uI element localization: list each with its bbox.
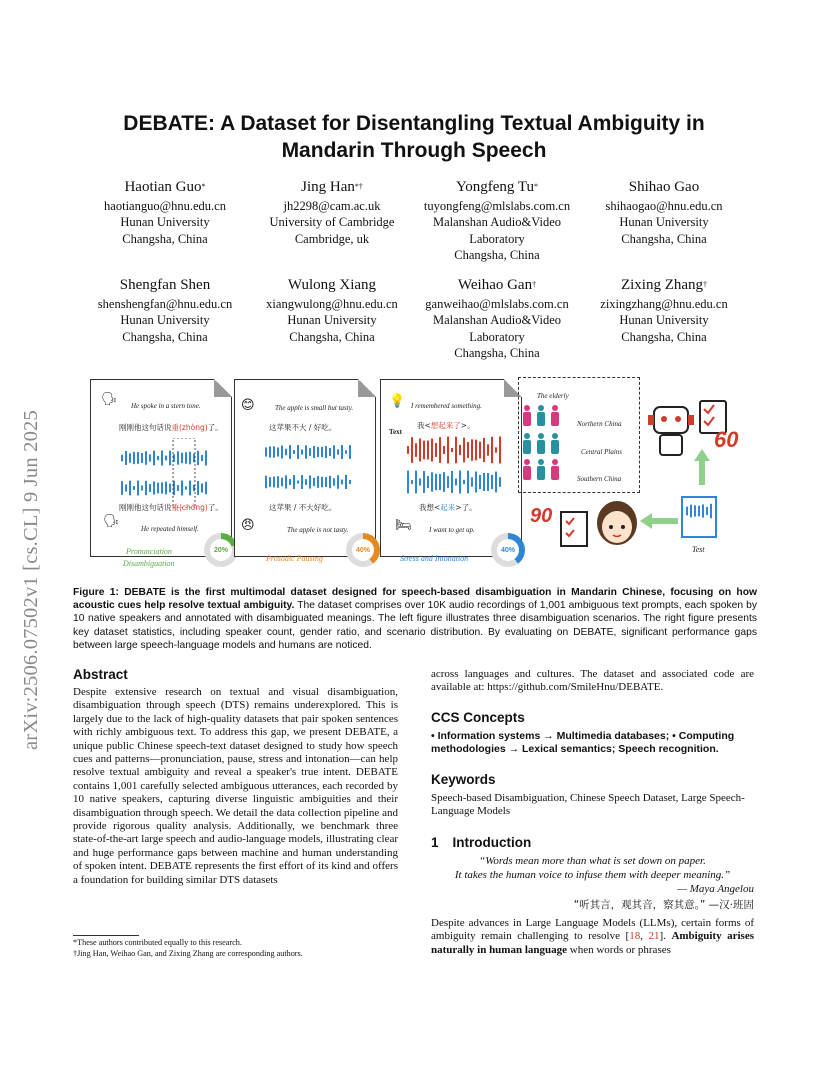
abstract-heading: Abstract	[73, 667, 128, 682]
region-label: Northern China	[577, 420, 622, 428]
author-block	[579, 178, 749, 247]
waveform-bar	[149, 454, 151, 461]
test-label: Test	[692, 545, 705, 554]
waveform-bar	[201, 455, 203, 461]
waveform-bar	[321, 477, 323, 488]
panel-caption-bottom: He repeated himself.	[141, 525, 199, 533]
waveform-bar	[125, 484, 127, 491]
author-block	[80, 178, 250, 247]
waveform-bar	[698, 506, 700, 517]
panel-zh-top: 刚刚他这句话说重(zhòng)了。	[119, 423, 223, 432]
waveform-bar	[133, 486, 135, 490]
author-name: Yongfeng Tu*	[455, 179, 539, 195]
figure-1	[86, 375, 750, 575]
waveform-bar	[153, 481, 155, 494]
waveform-bar	[289, 445, 291, 459]
person-body	[523, 440, 531, 454]
person-head	[538, 433, 544, 439]
waveform-bar	[431, 472, 433, 491]
author-block	[80, 276, 250, 345]
waveform-bar	[141, 485, 143, 490]
author-block	[579, 276, 749, 345]
panel-caption-top: The apple is small but tasty.	[275, 404, 354, 412]
waveform-bar	[285, 475, 287, 488]
author-affiliation-2: Laboratory	[469, 329, 525, 344]
waveform-bar	[694, 505, 696, 516]
waveform-bar	[169, 484, 171, 493]
waveform-bar	[341, 480, 343, 485]
author-name: Jing Han*†	[301, 179, 363, 195]
author-affiliation: Hunan University	[287, 313, 377, 328]
waveform-pair	[117, 438, 217, 508]
waveform-bar	[313, 446, 315, 458]
epigraph-author: — Maya Angelou	[677, 883, 754, 895]
author-location: Changsha, China	[621, 231, 707, 246]
donut-percent: 20%	[210, 539, 232, 561]
waveform-bar	[153, 451, 155, 466]
ccs-heading: CCS Concepts	[431, 710, 525, 725]
waveform-bar	[165, 456, 167, 461]
author-location: Changsha, China	[454, 247, 540, 262]
waveform-bar	[451, 448, 453, 452]
waveform-bar	[305, 479, 307, 485]
lightbulb-icon: 💡	[389, 394, 406, 409]
waveform-bar	[157, 483, 159, 494]
waveform-bar	[471, 439, 473, 460]
waveform-bar	[427, 441, 429, 460]
waveform-bar	[483, 473, 485, 491]
waveform-bar	[443, 472, 445, 492]
robot-score: 60	[714, 427, 739, 452]
panel-caption-bottom: The apple is not tasty.	[287, 526, 349, 534]
donut-pronunciation	[204, 533, 238, 567]
waveform-bar	[301, 449, 303, 454]
left-arrow-icon	[638, 513, 680, 529]
human-score: 90	[530, 505, 553, 527]
waveform-bar	[293, 475, 295, 489]
waveform-bar	[289, 479, 291, 485]
panel-prosodic-pausing	[234, 379, 376, 557]
title-line-1: DEBATE: A Dataset for Disentangling Textual Ambiguity in	[123, 112, 705, 135]
panel-pronunciation	[90, 379, 232, 557]
waveform-bar	[181, 453, 183, 463]
waveform-bar	[325, 477, 327, 487]
author-name: Shengfan Shen	[119, 277, 211, 293]
waveform-bar	[181, 481, 183, 496]
panel-zh-top: 这苹果不大 / 好吃。	[269, 423, 337, 432]
person-head	[552, 405, 558, 411]
author-email: zixingzhang@hnu.edu.cn	[600, 297, 728, 311]
waveform-bar	[710, 504, 712, 518]
author-block	[247, 276, 417, 345]
waveform-bar	[702, 504, 704, 517]
waveform-bar	[177, 485, 179, 491]
waveform-bar	[455, 437, 457, 464]
waveform-bar	[407, 446, 409, 454]
waveform-bar	[273, 446, 275, 457]
author-name: Zixing Zhang†	[620, 277, 708, 293]
author-affiliation: Hunan University	[619, 215, 709, 230]
epigraph-line-2: It takes the human voice to infuse them with deeper meaning.”	[454, 869, 731, 881]
waveform-bar	[281, 478, 283, 487]
caption-body: The dataset comprises over 10K audio recordings of 1,001 ambiguous text prompts, each spoken by 10 native speakers and annotated with disambiguated meanings. The left figure illustrates three disambiguation scenarios. The right figure presents key dataset statistics, including speaker count, gender ratio, and scenario distribution. By evaluating on DEBATE, significant performance gaps between large speech-language models and humans are noticed.	[73, 600, 757, 651]
waveform-bar	[265, 476, 267, 488]
waveform-bar	[297, 480, 299, 483]
author-block	[412, 276, 582, 361]
waveform-bar	[121, 455, 123, 462]
waveform-bar	[495, 472, 497, 493]
arxiv-identifier: arXiv:2506.07502v1 [cs.CL] 9 Jun 2025	[20, 410, 42, 750]
epigraph-chinese: “听其言，观其音，察其意。” —汉·班固	[573, 899, 754, 911]
author-email: haotianguo@hnu.edu.cn	[104, 199, 226, 213]
speaker-repeat-icon: 🗣	[103, 514, 120, 529]
waveform-bar	[491, 475, 493, 489]
citation-link[interactable]: 21	[648, 930, 660, 943]
person-head	[538, 405, 544, 411]
waveform-bar	[137, 481, 139, 496]
waveform-bar	[483, 438, 485, 462]
waveform-bar	[121, 481, 123, 495]
footnote-rule	[73, 935, 139, 936]
waveform-bar	[133, 452, 135, 464]
waveform-bar	[169, 451, 171, 466]
panel-caption-top: He spoke in a stern tone.	[131, 402, 201, 410]
label-stress-intonation: Stress and Intonation	[400, 554, 469, 563]
waveform-bar	[499, 437, 501, 464]
waveform-bar	[297, 445, 299, 459]
waveform-bar	[431, 439, 433, 462]
author-location: Cambridge, uk	[294, 231, 370, 246]
waveform-bar	[706, 507, 708, 515]
waveform-bar	[447, 476, 449, 488]
waveform-bar	[411, 437, 413, 463]
waveform-bar	[145, 451, 147, 465]
waveform-bar	[427, 476, 429, 488]
waveform-bar	[317, 476, 319, 488]
author-name: Haotian Guo*	[124, 179, 206, 195]
author-affiliation-2: Laboratory	[469, 231, 525, 246]
author-location: Changsha, China	[289, 329, 375, 344]
waveform-bar	[337, 475, 339, 489]
waveform-bar	[495, 447, 497, 452]
abstract-continued: across languages and cultures. The dataset and associated code are available at: https://github.com/SmileHnu/DEBATE.	[431, 668, 754, 694]
waveform-bar	[487, 444, 489, 455]
waveform-bar	[467, 442, 469, 458]
waveform-bar	[205, 451, 207, 466]
waveform-bar	[475, 472, 477, 493]
panel-zh-bottom: 这苹果 / 不大好吃。	[269, 503, 337, 512]
waveform-bar	[345, 450, 347, 453]
panel-caption-bottom: I want to get up.	[429, 526, 475, 534]
epigraph-line-1: “Words mean more than what is set down on paper.	[479, 855, 706, 867]
person-body	[551, 466, 559, 480]
waveform-bar	[321, 447, 323, 457]
waveform-bar	[129, 481, 131, 496]
waveform-bar	[189, 481, 191, 496]
waveform-bar	[129, 453, 131, 462]
donut-prosodic-pausing	[346, 533, 380, 567]
person-body	[537, 466, 545, 480]
waveform-bar	[125, 451, 127, 465]
waveform-bar	[317, 447, 319, 457]
author-name: Shihao Gao	[628, 179, 700, 195]
text-tag: Text	[389, 428, 402, 436]
waveform-bar	[309, 448, 311, 456]
waveform-bar	[419, 478, 421, 485]
person-body	[551, 412, 559, 426]
person-body	[523, 412, 531, 426]
author-affiliation: Hunan University	[619, 313, 709, 328]
waveform-bar	[145, 481, 147, 495]
intro-heading	[431, 834, 531, 851]
waveform-bar	[265, 447, 267, 456]
waveform-bar	[467, 471, 469, 494]
waveform-bar	[165, 482, 167, 495]
waveform-bar	[475, 440, 477, 461]
panel-stress-intonation	[380, 379, 522, 557]
abstract-body: Despite extensive research on textual and visual disambiguation, disambiguation through speech (DTS) remains underexplored. This is largely due to the lack of high-quality datasets that pair spoken sentences with richly ambiguous text. To address this gap, we present DEBATE, a unique public Chinese speech-text dataset designed to study how speech cues and patterns—pronunciation, pause, stress and intonation—can help resolve textual ambiguity and reveal a speaker's true intent. DEBATE contains 1,001 carefully selected ambiguous utterances, each recorded by 10 native speakers, capturing diverse linguistic ambiguities and their disambiguation through speech. We detail the data collection pipeline and provide rigorous quality analysis. Additionally, we benchmark three state-of-the-art large speech and audio-language models, illustrating clear and huge performance gaps between machine and human understanding of spoken intent. DEBATE represents the first effort of its kind and offers a foundation for building similar DTS datasets	[73, 686, 398, 886]
waveform-bar	[329, 448, 331, 456]
page-fold-icon	[214, 379, 232, 397]
waveform-bar	[325, 446, 327, 458]
waveform-bar	[185, 452, 187, 463]
waveform-bar	[333, 478, 335, 485]
speaker-people-icons	[519, 402, 579, 492]
author-affiliation: University of Cambridge	[269, 215, 395, 230]
person-body	[523, 466, 531, 480]
waveform-bar	[349, 445, 351, 459]
author-email: jh2298@cam.ac.uk	[283, 199, 381, 213]
speaker-stats-box	[518, 377, 640, 493]
person-body	[551, 440, 559, 454]
author-email: ganweihao@mlslabs.com.cn	[425, 297, 569, 311]
waveform-bar	[471, 477, 473, 486]
author-name: Wulong Xiang	[287, 277, 377, 293]
waveform-pair	[401, 434, 511, 498]
author-location: Changsha, China	[122, 329, 208, 344]
author-location: Changsha, China	[621, 329, 707, 344]
waveform-bar	[439, 437, 441, 463]
ccs-body	[431, 730, 761, 757]
author-affiliation: Hunan University	[120, 215, 210, 230]
waveform-bar	[177, 451, 179, 464]
waveform-bar	[439, 474, 441, 490]
label-prosodic-pausing: Prosodic Pausing	[266, 554, 323, 563]
sad-face-apple-icon: 😠	[241, 518, 255, 533]
waveform-bar	[451, 471, 453, 493]
panel-zh-bottom: 我想<起来>了。	[419, 503, 477, 512]
waveform-bar	[423, 441, 425, 460]
caption-bold: DEBATE is the first multimodal dataset designed for speech-based disambiguation in Mandarin Chinese, focusing on how acoustic cues help resolve textual ambiguity.	[73, 587, 757, 612]
waveform-bar	[197, 481, 199, 495]
person-head	[538, 459, 544, 465]
waveform-bar	[447, 437, 449, 464]
waveform-bar	[423, 471, 425, 493]
person-head	[524, 405, 530, 411]
waveform-bar	[189, 452, 191, 465]
waveform-bar	[435, 443, 437, 457]
panel-zh-bottom: 刚刚他这句话说重(chóng)了。	[119, 503, 223, 512]
human-evaluator-icon	[594, 499, 640, 551]
waveform-bar	[415, 443, 417, 457]
waveform-bar	[185, 486, 187, 489]
waveform-bar	[479, 475, 481, 489]
waveform-bar	[201, 483, 203, 492]
author-location: Changsha, China	[454, 345, 540, 360]
waveform-bar	[415, 471, 417, 494]
waveform-bar	[197, 451, 199, 465]
waveform-bar	[443, 446, 445, 454]
speaker-angry-icon: 🗣	[101, 392, 118, 407]
waveform-pair	[261, 438, 361, 498]
donut-percent: 40%	[352, 539, 374, 561]
waveform-bar	[459, 445, 461, 455]
waveform-bar	[686, 507, 688, 516]
waveform-bar	[149, 484, 151, 492]
ccs-line-2: methodologies → Lexical semantics; Speech recognition.	[431, 743, 719, 756]
waveform-bar	[407, 471, 409, 494]
waveform-bar	[157, 456, 159, 460]
waveform-bar	[269, 446, 271, 457]
author-location: Changsha, China	[122, 231, 208, 246]
person-head	[524, 459, 530, 465]
author-affiliation: Malanshan Audio&Video	[432, 313, 562, 328]
page-fold-icon	[358, 379, 376, 397]
caption-label: Figure 1:	[73, 587, 119, 598]
author-email: xiangwulong@hnu.edu.cn	[266, 297, 398, 311]
intro-paragraph: Despite advances in Large Language Models (LLMs), certain forms of ambiguity remain challenging to resolve [18, 21]. Ambiguity arises naturally in human language when words or phrases	[431, 917, 754, 956]
waveform-bar	[459, 471, 461, 494]
person-head	[524, 433, 530, 439]
author-email: tuyongfeng@mlslabs.com.cn	[423, 199, 571, 213]
waveform-bar	[499, 477, 501, 487]
waveform-bar	[273, 477, 275, 488]
waveform-bar	[285, 449, 287, 456]
waveform-bar	[309, 475, 311, 488]
waveform-bar	[161, 482, 163, 493]
waveform-bar	[329, 476, 331, 488]
region-label: Southern China	[577, 475, 622, 483]
waveform-bar	[293, 450, 295, 454]
paper-title	[60, 110, 768, 164]
author-block	[247, 178, 417, 247]
waveform-bar	[345, 475, 347, 489]
keywords-body: Speech-based Disambiguation, Chinese Speech Dataset, Large Speech-Language Models	[431, 792, 745, 818]
section-title: Introduction	[452, 835, 532, 850]
region-label: Central Plains	[581, 448, 623, 456]
test-document-icon	[678, 493, 722, 543]
elderly-label: The elderly	[537, 392, 569, 400]
author-email: shihaogao@hnu.edu.cn	[605, 199, 723, 213]
waveform-bar	[341, 445, 343, 459]
waveform-bar	[455, 479, 457, 486]
waveform-bar	[161, 451, 163, 466]
donut-stress-intonation	[491, 533, 525, 567]
waveform-bar	[141, 453, 143, 463]
waveform-bar	[463, 480, 465, 484]
person-body	[537, 440, 545, 454]
waveform-bar	[411, 480, 413, 484]
up-arrow-icon	[692, 447, 712, 487]
happy-face-apple-icon: 😊	[241, 398, 255, 413]
waveform-bar	[269, 477, 271, 487]
waveform-bar	[491, 437, 493, 463]
waveform-bar	[301, 475, 303, 489]
waveform-bar	[419, 439, 421, 462]
waveform-bar	[205, 482, 207, 494]
footnote-corresponding: †Jing Han, Weihao Gan, and Zixing Zhang are corresponding authors.	[73, 949, 303, 958]
ccs-line-1: • Information systems → Multimedia databases; • Computing	[431, 730, 735, 742]
author-affiliation: Malanshan Audio&Video	[432, 215, 562, 230]
waveform-bar	[333, 445, 335, 458]
waveform-bar	[305, 445, 307, 458]
waveform-bar	[313, 478, 315, 486]
keywords-heading: Keywords	[431, 772, 496, 787]
donut-percent: 40%	[497, 539, 519, 561]
person-head	[552, 433, 558, 439]
figure-caption	[73, 586, 757, 652]
author-email: shenshengfan@hnu.edu.cn	[97, 297, 233, 311]
waveform-bar	[690, 505, 692, 518]
waveform-bar	[463, 438, 465, 463]
section-number: 1	[431, 835, 439, 850]
waveform-bar	[137, 452, 139, 464]
panel-caption-top: I remembered something.	[411, 402, 482, 410]
waveform-bar	[479, 442, 481, 459]
waveform-bar	[277, 476, 279, 488]
author-block	[412, 178, 582, 263]
panel-zh-top: 我<想起来了>。	[417, 421, 475, 430]
waveform-bar	[277, 447, 279, 456]
waveform-bar	[281, 446, 283, 459]
waveform-bar	[487, 473, 489, 491]
person-head	[552, 459, 558, 465]
citation-link[interactable]: 18	[629, 930, 641, 943]
score-sheet-icon	[558, 509, 592, 551]
author-name: Weihao Gan†	[457, 277, 537, 293]
waveform-bar	[435, 474, 437, 490]
author-affiliation: Hunan University	[120, 313, 210, 328]
bed-icon: 🛏	[395, 518, 412, 533]
waveform-bar	[349, 480, 351, 484]
label-disambiguation: Disambiguation	[123, 559, 175, 568]
label-pronunciation: Pronunciation	[126, 547, 172, 556]
footnote-equal-contribution: *These authors contributed equally to this research.	[73, 938, 242, 947]
waveform-bar	[337, 449, 339, 454]
person-body	[537, 412, 545, 426]
title-line-2: Mandarin Through Speech	[281, 139, 547, 162]
